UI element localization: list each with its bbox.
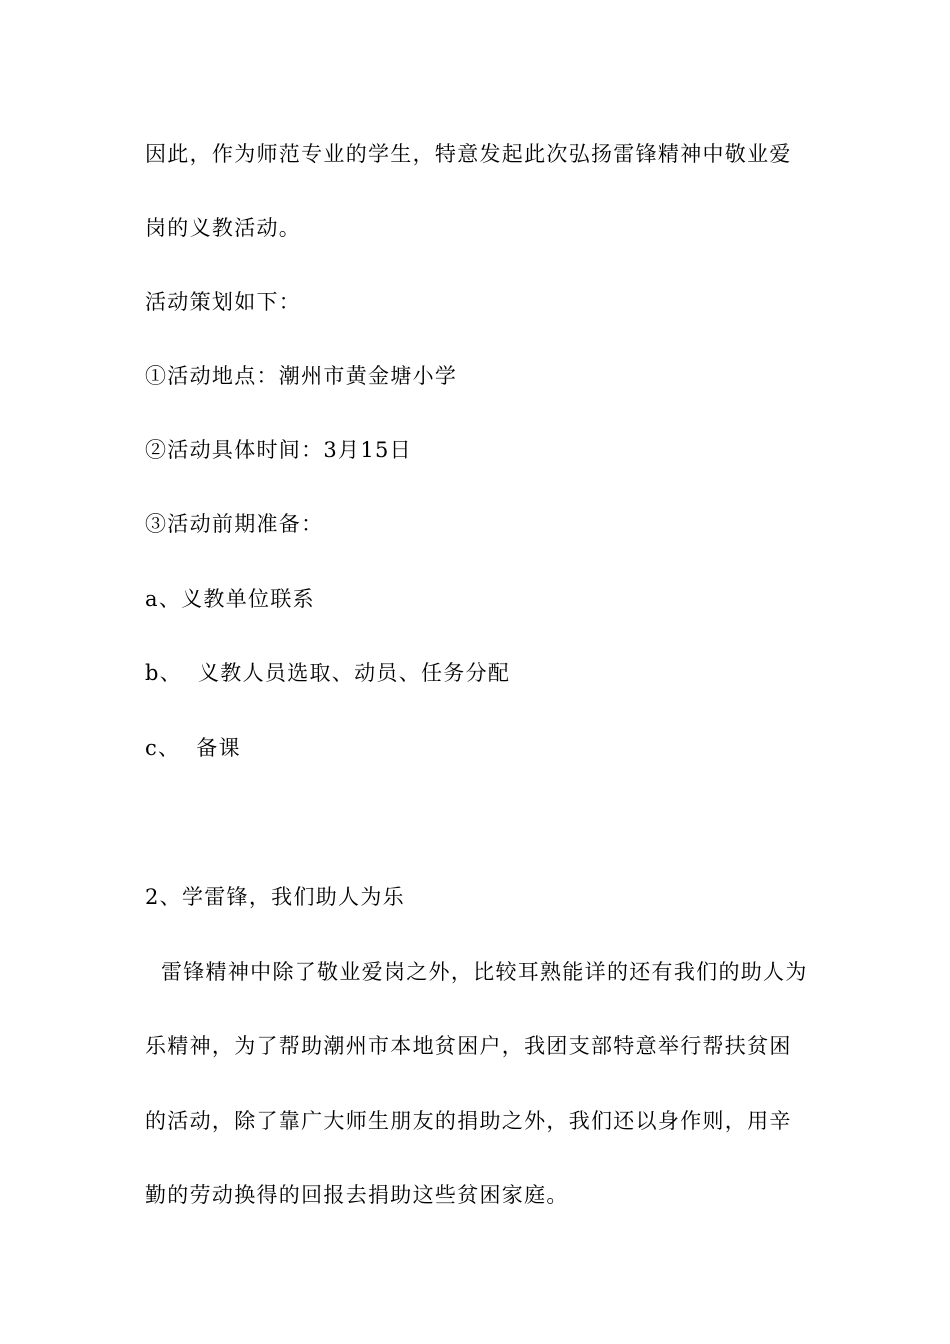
list-item-location: ①活动地点：潮州市黄金塘小学 <box>145 364 458 388</box>
paragraph-line: 雷锋精神中除了敬业爱岗之外，比较耳熟能详的还有我们的助人为 <box>145 960 808 984</box>
sub-item-a: a、义教单位联系 <box>145 587 315 611</box>
paragraph-line: 因此，作为师范专业的学生，特意发起此次弘扬雷锋精神中敬业爱 <box>145 142 792 166</box>
list-item-preparation: ③活动前期准备： <box>145 512 324 536</box>
paragraph-line: 乐精神，为了帮助潮州市本地贫困户，我团支部特意举行帮扶贫困 <box>145 1034 792 1058</box>
paragraph-line: 勤的劳动换得的回报去捐助这些贫困家庭。 <box>145 1183 569 1207</box>
paragraph-line: 的活动，除了靠广大师生朋友的捐助之外，我们还以身作则，用辛 <box>145 1109 792 1133</box>
sub-item-b: b、 义教人员选取、动员、任务分配 <box>145 661 511 685</box>
paragraph-line: 岗的义教活动。 <box>145 216 302 240</box>
list-item-time: ②活动具体时间：3月15日 <box>145 438 412 462</box>
heading-plan: 活动策划如下： <box>145 290 302 314</box>
sub-item-c: c、 备课 <box>145 736 241 760</box>
section-heading-2: 2、学雷锋，我们助人为乐 <box>145 885 405 909</box>
